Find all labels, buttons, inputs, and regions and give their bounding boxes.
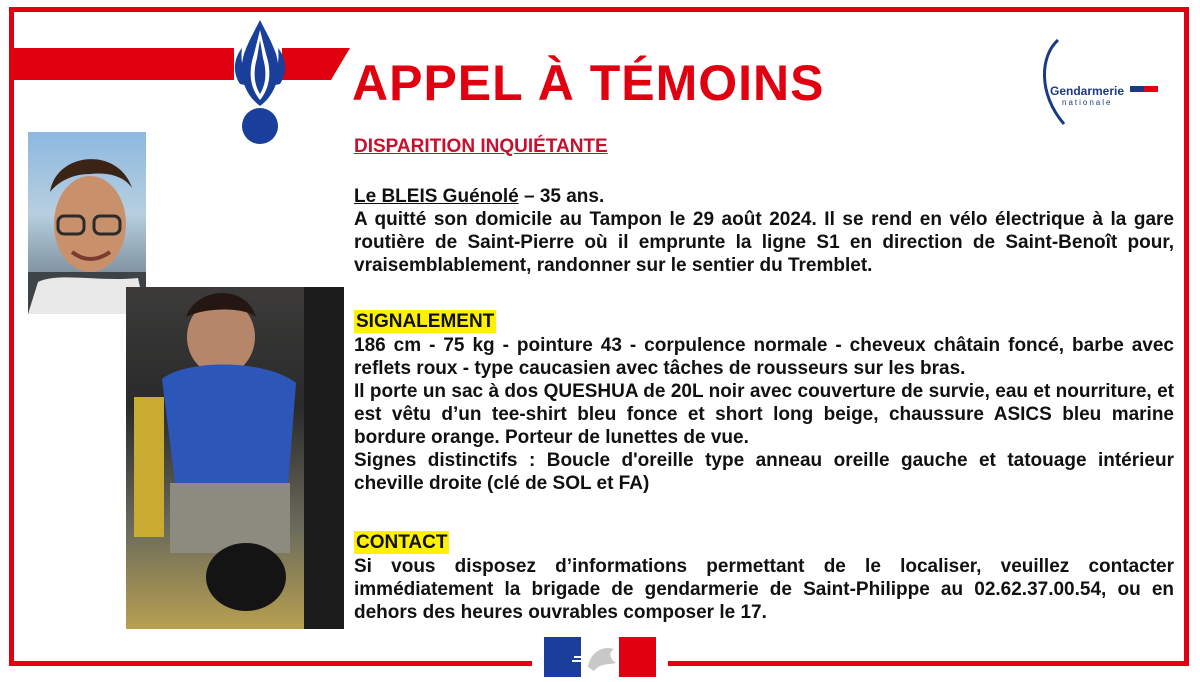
signalement-clothing: Il porte un sac à dos QUESHUA de 20L noir avec couverture de survie, eau et nourriture, et est vêtu d’un tee-shirt bleu fonce et short long beige, chaussure ASICS bleu marine bordure orange. Porteur de lunettes de vue. [354,381,1174,448]
signalement-label: SIGNALEMENT [356,311,495,332]
person-identity [354,186,604,208]
page-title: APPEL À TÉMOINS [352,55,825,111]
red-band-left [14,48,234,80]
missing-person-fullbody-photo [126,287,344,629]
marianne-logo [544,637,656,677]
gendarmerie-grenade-icon [228,14,292,146]
person-name: Le BLEIS Guénolé [354,186,519,207]
gendarmerie-logo-subtext: nationale [1062,98,1113,107]
signalement-distinctive-signs: Signes distinctifs : Boucle d'oreille type anneau oreille gauche et tatouage intérieur cheville droite (clé de SOL et FA) [354,450,1174,494]
disappearance-description: A quitté son domicile au Tampon le 29 août 2024. Il se rend en vélo électrique à la gare routière de Saint-Pierre où il emprunte la ligne S1 en direction de Saint-Benoît pour, vraisemblablement, randonner sur le sentier du Tremblet. [354,209,1174,276]
gendarmerie-logo-text: Gendarmerie [1050,84,1125,98]
signalement-details [354,334,1174,495]
person-age: – 35 ans. [523,186,605,207]
notice-subtitle: DISPARITION INQUIÉTANTE [354,136,608,157]
signalement-physical: 186 cm - 75 kg - pointure 43 - corpulence normale - cheveux châtain foncé, barbe avec reflets roux - type caucasien avec tâches de rousseurs sur les bras. [354,335,1174,379]
contact-label: CONTACT [356,532,448,553]
gendarmerie-logo [1030,36,1160,128]
contact-text: Si vous disposez d’informations permettant de le localiser, veuillez contacter immédiatement la brigade de gendarmerie de Saint-Philippe au 02.62.37.00.54, ou en dehors des heures ouvrables composer le 17. [354,556,1174,623]
